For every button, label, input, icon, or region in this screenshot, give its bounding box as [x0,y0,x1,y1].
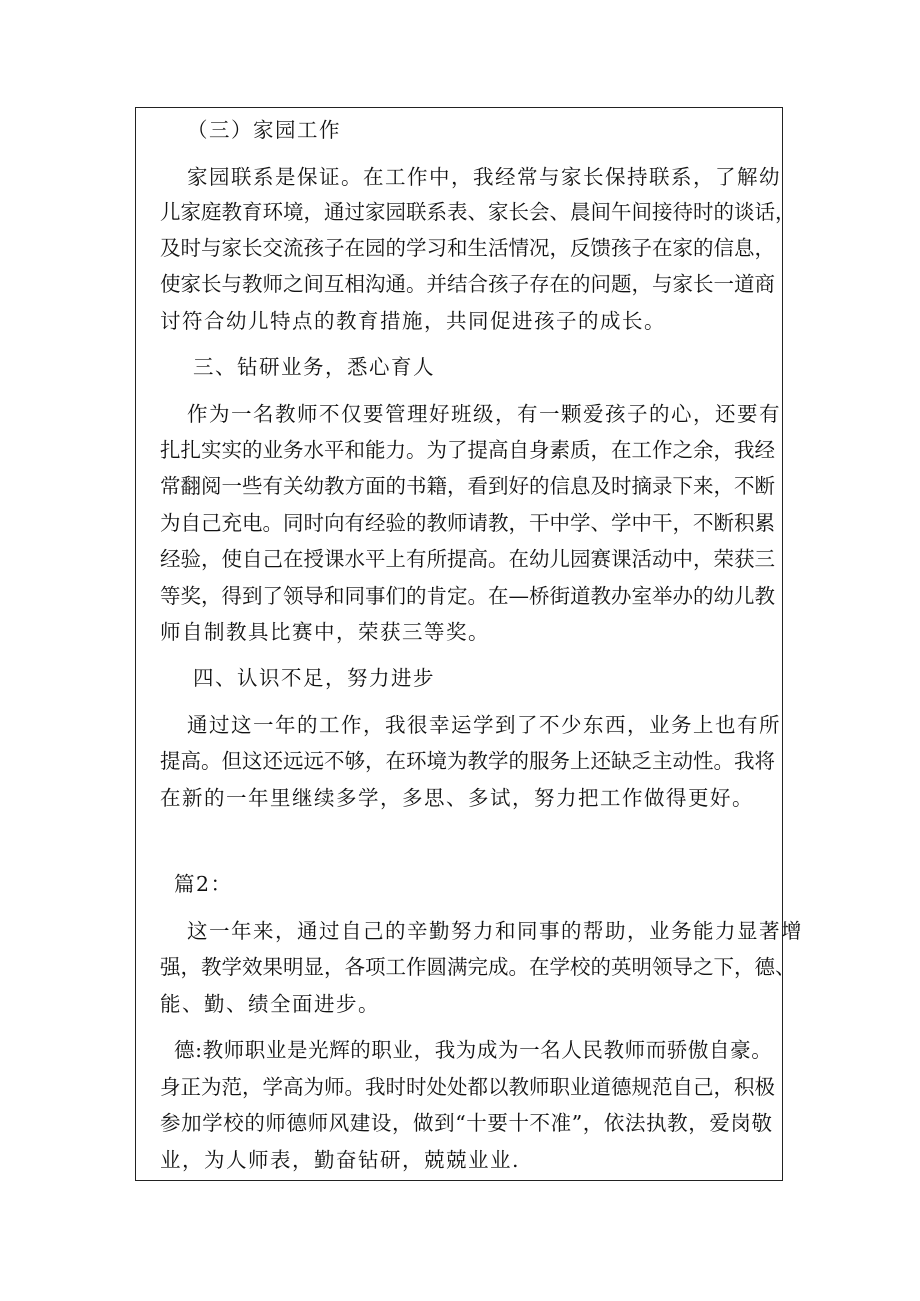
paragraph-line: 儿家庭教育环境，通过家园联系表、家长会、晨间午间接待时的谈话， [160,200,796,224]
paragraph-line: 能、勤、绩全面进步。 [160,992,380,1016]
paragraph-line: 提高。但这还远远不够，在环境为教学的服务上还缺乏主动性。我将 [160,749,775,773]
paragraph-line: 等奖，得到了领导和同事们的肯定。在—桥街道教办室举办的幼儿教 [160,584,775,608]
paragraph-line: 及时与家长交流孩子在园的学习和生活情况，反馈孩子在家的信息， [160,236,775,260]
paragraph-line: 参加学校的师德师风建设，做到“十要十不准”，依法执教，爱岗敬 [160,1111,772,1135]
paragraph-line: 使家长与教师之间互相沟通。并结合孩子存在的问题，与家长一道商 [160,272,775,296]
paragraph-line: 德:教师职业是光辉的职业，我为成为一名人民教师而骄傲自豪。 [174,1038,773,1062]
paragraph-line: 作为一名教师不仅要管理好班级，有一颗爱孩子的心，还要有 [187,402,781,426]
paragraph-line: 业，为人师表，勤奋钻研，兢兢业业. [160,1148,521,1172]
paragraph-line: 师自制教具比赛中，荣获三等奖。 [160,620,490,644]
paragraph-line: 通过这一年的工作，我很幸运学到了不少东西，业务上也有所 [187,713,781,737]
paragraph-line: 这一年来，通过自己的辛勤努力和同事的帮助，业务能力显著增 [187,919,803,943]
article-heading-part-2: 篇2： [174,872,233,896]
paragraph-line: 讨符合幼儿特点的教育措施，共同促进孩子的成长。 [160,309,666,333]
paragraph-line: 在新的一年里继续多学，多思、多试，努力把工作做得更好。 [160,786,754,810]
paragraph-line: 强，教学效果明显，各项工作圆满完成。在学校的英明领导之下，德、 [160,955,796,979]
paragraph-line: 经验，使自己在授课水平上有所提高。在幼儿园赛课活动中，荣获三 [160,547,775,571]
paragraph-line: 身正为范，学高为师。我时时处处都以教师职业道德规范自己，积极 [160,1075,775,1099]
section-heading-research: 三、钻研业务，悉心育人 [193,355,435,379]
paragraph-line: 为自己充电。同时向有经验的教师请教，干中学、学中干，不断积累 [160,511,775,535]
paragraph-line: 家园联系是保证。在工作中，我经常与家长保持联系，了解幼 [187,165,781,189]
section-heading-improvement: 四、认识不足，努力进步 [193,666,435,690]
section-heading-home-school: （三）家园工作 [187,118,341,142]
paragraph-line: 扎扎实实的业务水平和能力。为了提高自身素质，在工作之余，我经 [160,438,775,462]
paragraph-line: 常翻阅一些有关幼教方面的书籍，看到好的信息及时摘录下来，不断 [160,474,775,498]
